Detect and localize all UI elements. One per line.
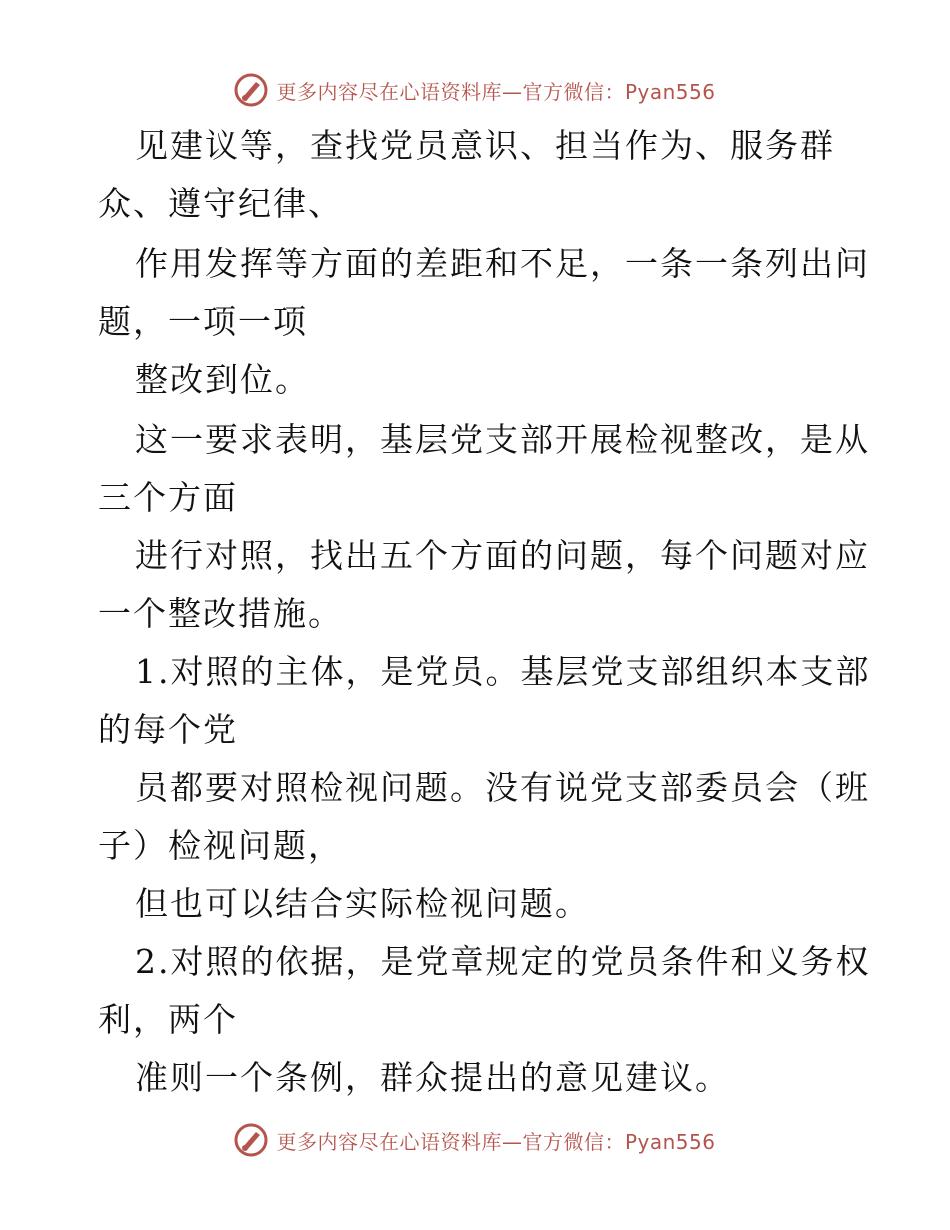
text-line: 众、遵守纪律、 [98,184,343,223]
watermark-text: 更多内容尽在心语资料库—官方微信：Pyan556 [276,1129,716,1154]
text-line: 整改到位。 [135,360,310,399]
text-line: 的每个党 [98,710,238,749]
text-line: 进行对照，找出五个方面的问题，每个问题对应 [135,536,870,575]
text-line: 题，一项一项 [98,302,308,341]
text-line: 一个整改措施。 [98,594,343,633]
text-line: 但也可以结合实际检视问题。 [135,884,590,923]
text-line: 这一要求表明，基层党支部开展检视整改，是从 [135,420,870,459]
text-line: 子）检视问题， [98,826,343,865]
text-line: 三个方面 [98,478,238,517]
text-line: 2.对照的依据，是党章规定的党员条件和义务权 [135,942,871,981]
brush-logo-icon [234,1123,268,1157]
watermark-text: 更多内容尽在心语资料库—官方微信：Pyan556 [276,79,716,104]
text-line: 作用发挥等方面的差距和不足，一条一条列出问 [135,244,870,283]
text-line: 见建议等，查找党员意识、担当作为、服务群 [135,126,835,165]
text-line: 利，两个 [98,1000,238,1039]
text-line: 员都要对照检视问题。没有说党支部委员会（班 [135,768,870,807]
footer-watermark [0,1120,950,1160]
text-line: 准则一个条例，群众提出的意见建议。 [135,1058,730,1097]
text-line: 1.对照的主体，是党员。基层党支部组织本支部 [135,652,871,691]
